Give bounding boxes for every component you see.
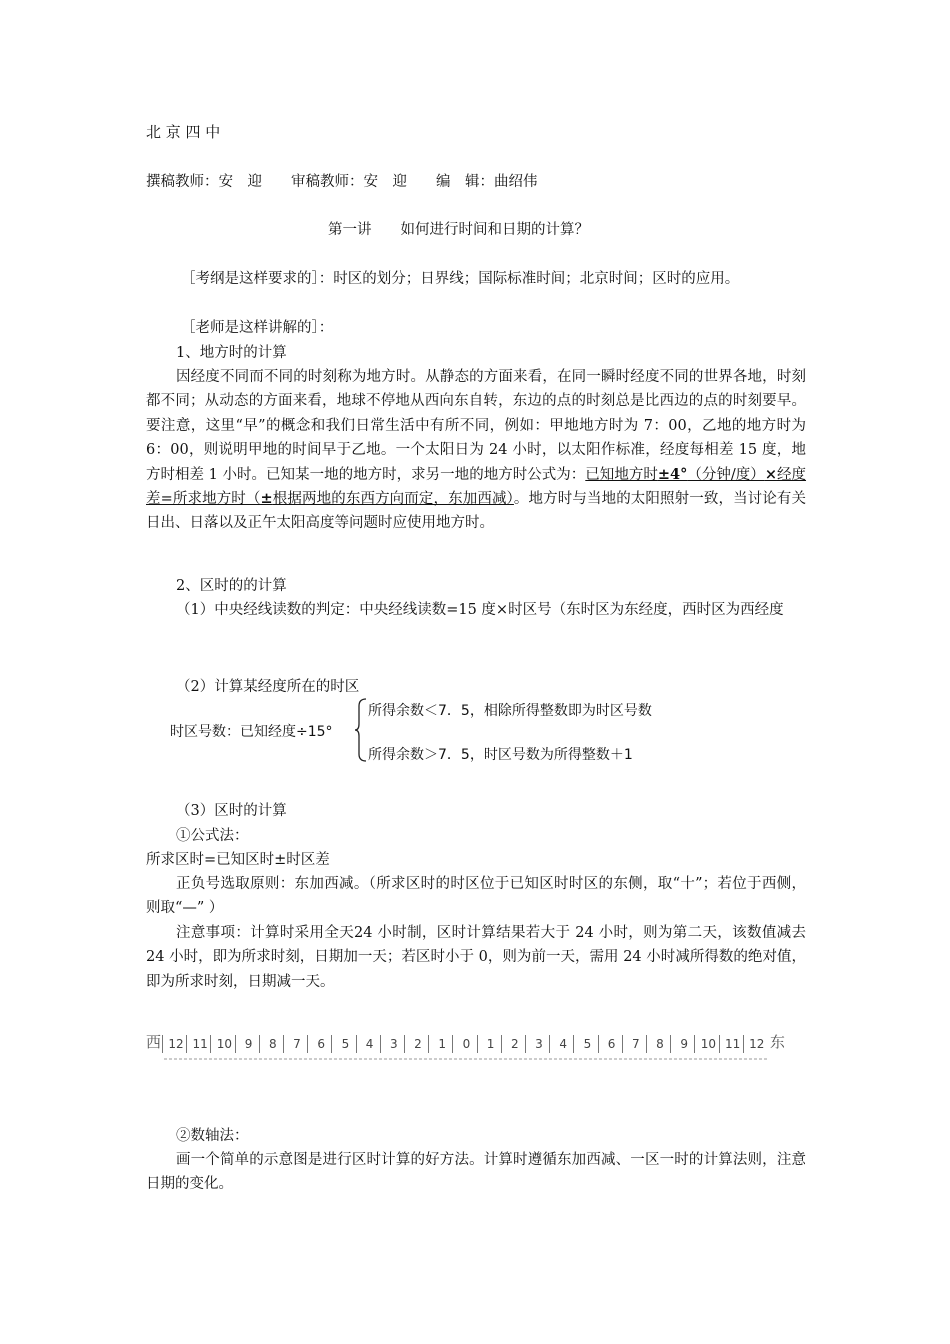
axis-divider <box>235 1035 236 1053</box>
axis-divider <box>670 1035 671 1053</box>
axis-divider <box>331 1035 332 1053</box>
axis-tick-label: 7 <box>293 1037 301 1051</box>
axis-tick-label: 5 <box>341 1037 350 1051</box>
axis-divider <box>162 1035 163 1053</box>
formula-part-result: 经度差=所求地方时（ <box>146 466 807 508</box>
axis-tick-label: 3 <box>389 1037 398 1051</box>
method-number-line-heading: ②数轴法： <box>176 1128 249 1144</box>
axis-divider <box>404 1035 405 1053</box>
axis-tick-label: 11 <box>724 1037 741 1051</box>
axis-east-label: 东 <box>770 1033 786 1051</box>
axis-tick-label: 2 <box>510 1037 519 1051</box>
axis-divider <box>283 1035 284 1053</box>
syllabus-requirements: ［考纲是这样要求的］：时区的划分；日界线；国际标准时间；北京时间；区时的应用。 <box>181 271 740 287</box>
local-time-usage: 。地方时与当地的太阳照射一致，当讨论有关日出、日落以及正午太阳高度等问题时应使用地方时。 <box>146 491 807 532</box>
axis-west-label: 西 <box>146 1033 162 1051</box>
section-1-heading: 1、地方时的计算 <box>176 345 287 361</box>
section-1-body <box>146 365 806 536</box>
axis-divider <box>573 1035 574 1053</box>
formula-lower-case: 所得余数＞7．5，时区号数为所得整数＋1 <box>368 747 633 763</box>
axis-tick-label: 11 <box>192 1037 208 1051</box>
axis-tick-label: 9 <box>244 1037 253 1051</box>
axis-tick-label: 8 <box>268 1037 277 1051</box>
axis-tick-label: 3 <box>535 1037 543 1051</box>
axis-divider <box>525 1035 526 1053</box>
formula-part-plusminus: ±4° <box>657 465 688 483</box>
axis-tick-label: 2 <box>414 1037 422 1051</box>
axis-tick-label: 4 <box>365 1037 374 1051</box>
central-meridian-rule: （1）中央经线读数的判定：中央经线读数=15 度×时区号（东时区为东经度，西时区为西经度 <box>176 602 784 618</box>
axis-tick-label: 6 <box>607 1037 616 1051</box>
axis-divider <box>646 1035 647 1053</box>
formula-part-unit: （分钟/度） <box>687 466 765 483</box>
credits-line: 撰稿教师：安 迎 审稿教师：安 迎 编 辑：曲绍伟 <box>146 174 538 190</box>
method-formula-heading: ①公式法： <box>176 828 249 844</box>
zone-calc-heading: （2）计算某经度所在的时区 <box>176 679 360 695</box>
axis-tick-label: 1 <box>438 1037 446 1051</box>
formula-left: 时区号数：已知经度÷15° <box>170 724 333 740</box>
axis-tick-label: 12 <box>749 1037 765 1051</box>
axis-tick-label: 8 <box>656 1037 664 1051</box>
axis-tick-label: 9 <box>680 1037 688 1051</box>
curly-brace-icon <box>354 698 368 762</box>
time-zone-number-line <box>146 1027 786 1071</box>
method-formula: 所求区时=已知区时±时区差 <box>146 852 330 868</box>
axis-tick-label: 6 <box>317 1037 325 1051</box>
axis-divider <box>743 1035 744 1053</box>
axis-divider <box>719 1035 720 1053</box>
axis-tick-label: 0 <box>462 1037 471 1051</box>
axis-divider <box>501 1035 502 1053</box>
axis-divider <box>452 1035 453 1053</box>
axis-divider <box>477 1035 478 1053</box>
calculation-notes: 注意事项：计算时采用全天24 小时制，区时计算结果若大于 24 小时，则为第二天，该数值减去 24 小时，即为所求时刻，日期加一天；若区时小于 0，则为前一天，需用 24 小时减所得数的绝对值，即为所求时刻，日期减一天。 <box>146 925 806 990</box>
formula-part-known-time: 已知地方时 <box>585 466 658 483</box>
time-zone-formula <box>170 696 690 770</box>
axis-divider <box>622 1035 623 1053</box>
axis-divider <box>356 1035 357 1053</box>
section-2-heading: 2、区时的的计算 <box>176 578 287 594</box>
school-name: 北 京 四 中 <box>146 123 221 141</box>
axis-tick-label: 10 <box>216 1037 233 1051</box>
axis-divider <box>186 1035 187 1053</box>
axis-tick-label: 5 <box>583 1037 592 1051</box>
local-time-explanation: 因经度不同而不同的时刻称为地方时。从静态的方面来看，在同一瞬时经度不同的世界各地，时刻都不同；从动态的方面来看，地球不停地从西向东自转，东边的点的时刻总是比西边的点的时刻要早。要注意，这里“早”的概念和我们日常生活中有所不同，例如：甲地地方时为 7：00，乙地的地方时为 6：00，则说明甲地的时间早于乙地。一个太阳日为 24 小时，以太阳作标准，经度每相差 15 度，地方时相差 1 小时。已知某一地的地方时，求另一地的地方时公式为： <box>146 369 806 483</box>
axis-baseline <box>164 1055 768 1065</box>
axis-divider <box>259 1035 260 1053</box>
axis-divider <box>598 1035 599 1053</box>
teacher-intro: ［老师是这样讲解的］： <box>181 320 334 336</box>
axis-tick-label: 7 <box>631 1037 640 1051</box>
formula-part-times: × <box>764 465 777 483</box>
axis-tick-label: 12 <box>168 1037 184 1051</box>
axis-tick-label: 1 <box>486 1037 495 1051</box>
axis-divider <box>307 1035 308 1053</box>
formula-part-sign: ± <box>260 490 273 508</box>
lecture-title: 第一讲 如何进行时间和日期的计算？ <box>328 222 589 238</box>
axis-divider <box>694 1035 695 1053</box>
zone-time-heading: （3）区时的计算 <box>176 803 287 819</box>
axis-divider <box>210 1035 211 1053</box>
axis-tick-label: 10 <box>700 1037 717 1051</box>
axis-divider <box>380 1035 381 1053</box>
axis-tick-label: 4 <box>559 1037 567 1051</box>
axis-divider <box>549 1035 550 1053</box>
sign-rule: 正负号选取原则：东加西减。（所求区时的时区位于已知区时时区的东侧，取“十”；若位于西侧，则取“—” ） <box>146 876 806 917</box>
formula-part-rule: 根据两地的东西方向而定，东加西减） <box>272 491 514 508</box>
number-line-method-text: 画一个简单的示意图是进行区时计算的好方法。计算时遵循东加西减、一区一时的计算法则，注意日期的变化。 <box>146 1152 806 1193</box>
axis-divider <box>428 1035 429 1053</box>
formula-upper-case: 所得余数＜7．5，相除所得整数即为时区号数 <box>368 703 652 719</box>
